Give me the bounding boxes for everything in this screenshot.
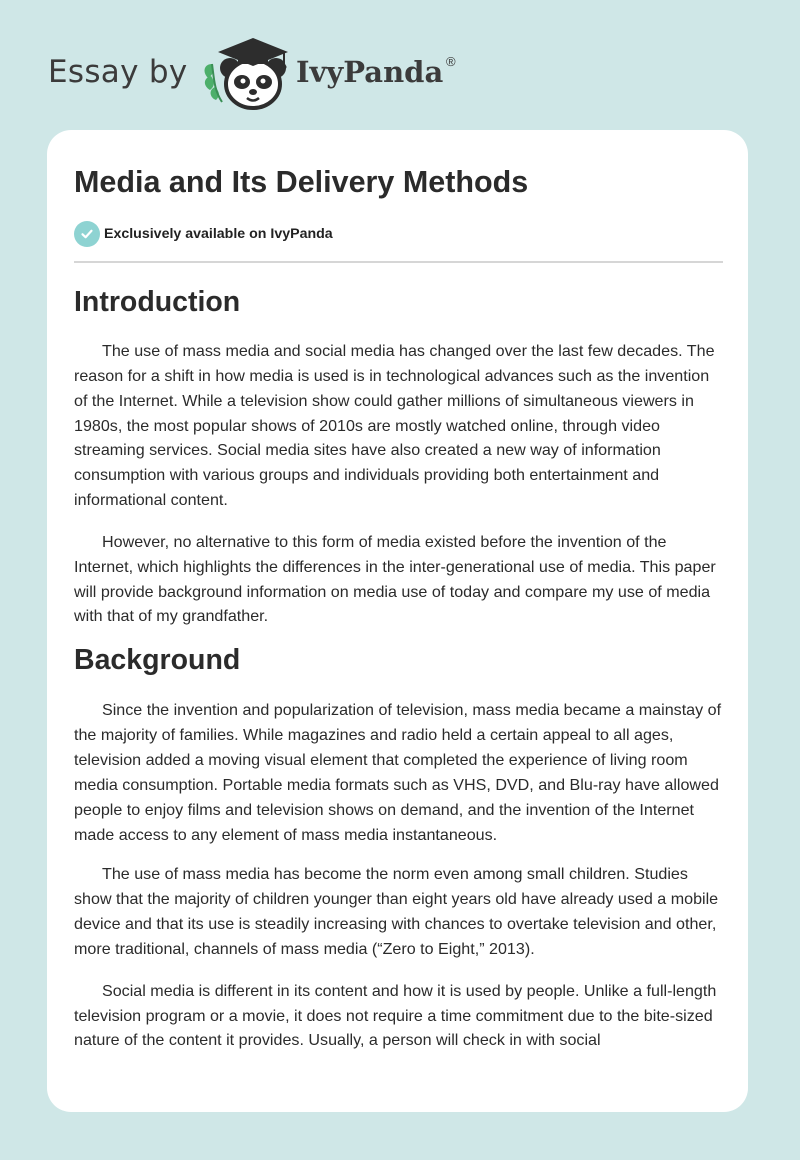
- essay-card: [47, 130, 748, 1112]
- essay-content: [74, 280, 724, 1053]
- exclusive-badge: [74, 221, 333, 247]
- badge-text: Exclusively available on IvyPanda: [104, 226, 333, 242]
- section-heading-introduction: Introduction: [74, 286, 241, 318]
- brand-name: IvyPanda: [296, 55, 444, 89]
- registered-mark: ®: [446, 54, 456, 69]
- paragraph: Since the invention and popularization of television, mass media became a mainstay of the majority of families. While magazines and radio held a certain appeal to all ages, television added a moving visual element that completed the experience of living room media consumption. Portable media formats such as VHS, DVD, and Blu-ray have allowed people to enjoy films and television shows on demand, and the invention of the Internet made access to any element of mass media instantaneous.: [74, 701, 722, 844]
- paragraph: However, no alternative to this form of media existed before the invention of the Internet, which highlights the differences in the inter-generational use of media. This paper will provide background information on media use of today and compare my use of media with that of my grandfather.: [74, 532, 716, 626]
- panda-graduate-logo-icon: [200, 34, 292, 114]
- paragraph: The use of mass media has become the norm even among small children. Studies show that the majority of children younger than eight years old have already used a mobile device and that its use is steadily increasing with chances to overtake television and other, more traditional, channels of mass media (“Zero to Eight,” 2013).: [74, 865, 719, 958]
- section-heading-background: Background: [74, 644, 241, 677]
- divider: [74, 261, 723, 263]
- check-circle-icon: [74, 221, 100, 247]
- paragraph: Social media is different in its content and how it is used by people. Unlike a full-length television program or a movie, it does not require a time commitment due to the bite-sized nature of the content it provides. Usually, a person will check in with social: [74, 981, 717, 1050]
- paragraph: The use of mass media and social media has changed over the last few decades. The reason for a shift in how media is used is in technological advances such as the invention of the Internet. While a television show could gather millions of simultaneous viewers in 1980s, the most popular shows of 2010s are mostly watched online, through video streaming services. Social media sites have also created a new way of information consumption with various groups and individuals providing both entertainment and informational content.: [74, 342, 715, 510]
- brand-prefix: Essay by: [48, 54, 188, 90]
- document-title: Media and Its Delivery Methods: [74, 165, 529, 199]
- brand-header: [48, 34, 508, 114]
